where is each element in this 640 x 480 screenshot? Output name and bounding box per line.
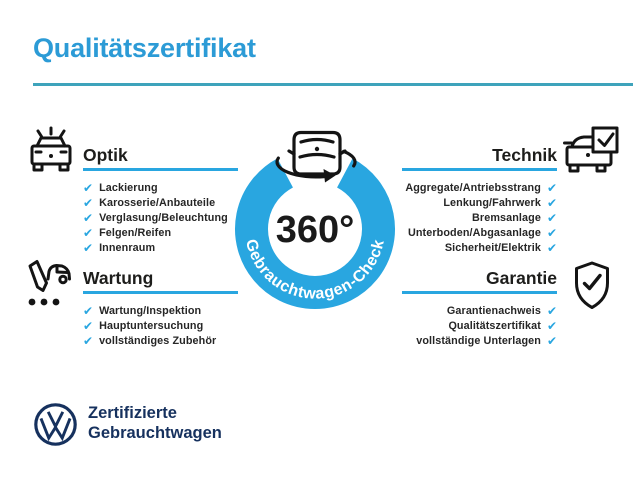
checklist-garantie [416, 303, 557, 349]
checklist-item [83, 241, 228, 256]
check-icon: ✔ [83, 333, 94, 348]
footer-claim-line1: Zertifizierte [88, 404, 177, 422]
checklist-item [416, 333, 557, 348]
title-rule [33, 83, 633, 86]
checklist-item [83, 195, 228, 210]
item-label: Unterboden/Abgasanlage [407, 227, 541, 240]
check-icon: ✔ [546, 210, 557, 225]
item-label: Garantienachweis [446, 304, 541, 317]
item-label: vollständige Unterlagen [416, 334, 541, 347]
checklist-item [405, 180, 557, 195]
vw-logo [33, 402, 78, 447]
section-title-garantie: Garantie [402, 269, 557, 294]
item-label: Lackierung [99, 181, 158, 194]
item-label: Bremsanlage [472, 211, 541, 224]
checklist-wartung [83, 303, 216, 349]
footer-claim-line2: Gebrauchtwagen [88, 423, 222, 442]
checklist-item [83, 180, 228, 195]
check-icon: ✔ [546, 226, 557, 241]
footer-claim [88, 404, 222, 443]
check-icon: ✔ [546, 241, 557, 256]
item-label: Karosserie/Anbauteile [99, 196, 216, 209]
item-label: Verglasung/Beleuchtung [99, 211, 228, 224]
check-icon: ✔ [83, 210, 94, 225]
checklist-item [83, 226, 228, 241]
section-title-technik: Technik [402, 146, 557, 171]
checklist-item [405, 195, 557, 210]
checklist-item [405, 241, 557, 256]
page-title: Qualitätszertifikat [33, 33, 256, 63]
checklist-item [405, 210, 557, 225]
checklist-item [416, 318, 557, 333]
checklist-technik [405, 180, 557, 256]
shield-check-icon [570, 260, 614, 312]
check-icon: ✔ [83, 241, 94, 256]
badge-center-label: 360° [275, 209, 355, 251]
checklist-item [83, 210, 228, 225]
item-label: Hauptuntersuchung [99, 319, 204, 332]
service-pen-car-icon [21, 257, 73, 309]
check-icon: ✔ [546, 180, 557, 195]
check-icon: ✔ [546, 303, 557, 318]
item-label: Qualitätszertifikat [448, 319, 541, 332]
checklist-item [416, 303, 557, 318]
item-label: Sicherheit/Elektrik [444, 242, 541, 255]
check-icon: ✔ [546, 318, 557, 333]
check-icon: ✔ [83, 318, 94, 333]
checklist-item [83, 303, 216, 318]
item-label: Felgen/Reifen [99, 227, 172, 240]
car-top-rotation-icon [277, 133, 355, 183]
item-label: Wartung/Inspektion [99, 304, 202, 317]
item-label: Aggregate/Antriebsstrang [405, 181, 541, 194]
checklist-item [83, 333, 216, 348]
car-front-shine-icon [25, 125, 77, 175]
check-icon: ✔ [546, 195, 557, 210]
car-checkbox-icon [563, 126, 621, 176]
badge-360 [215, 129, 415, 329]
item-label: Innenraum [99, 242, 156, 255]
item-label: vollständiges Zubehör [99, 334, 217, 347]
section-title-optik: Optik [83, 146, 238, 171]
section-title-wartung: Wartung [83, 269, 238, 294]
check-icon: ✔ [83, 180, 94, 195]
check-icon: ✔ [83, 303, 94, 318]
check-icon: ✔ [83, 226, 94, 241]
checklist-item [83, 318, 216, 333]
check-icon: ✔ [83, 195, 94, 210]
checklist-optik [83, 180, 228, 256]
check-icon: ✔ [546, 333, 557, 348]
checklist-item [405, 226, 557, 241]
badge-ring-label: Gebrauchtwagen-Check [241, 237, 388, 303]
item-label: Lenkung/Fahrwerk [443, 196, 541, 209]
